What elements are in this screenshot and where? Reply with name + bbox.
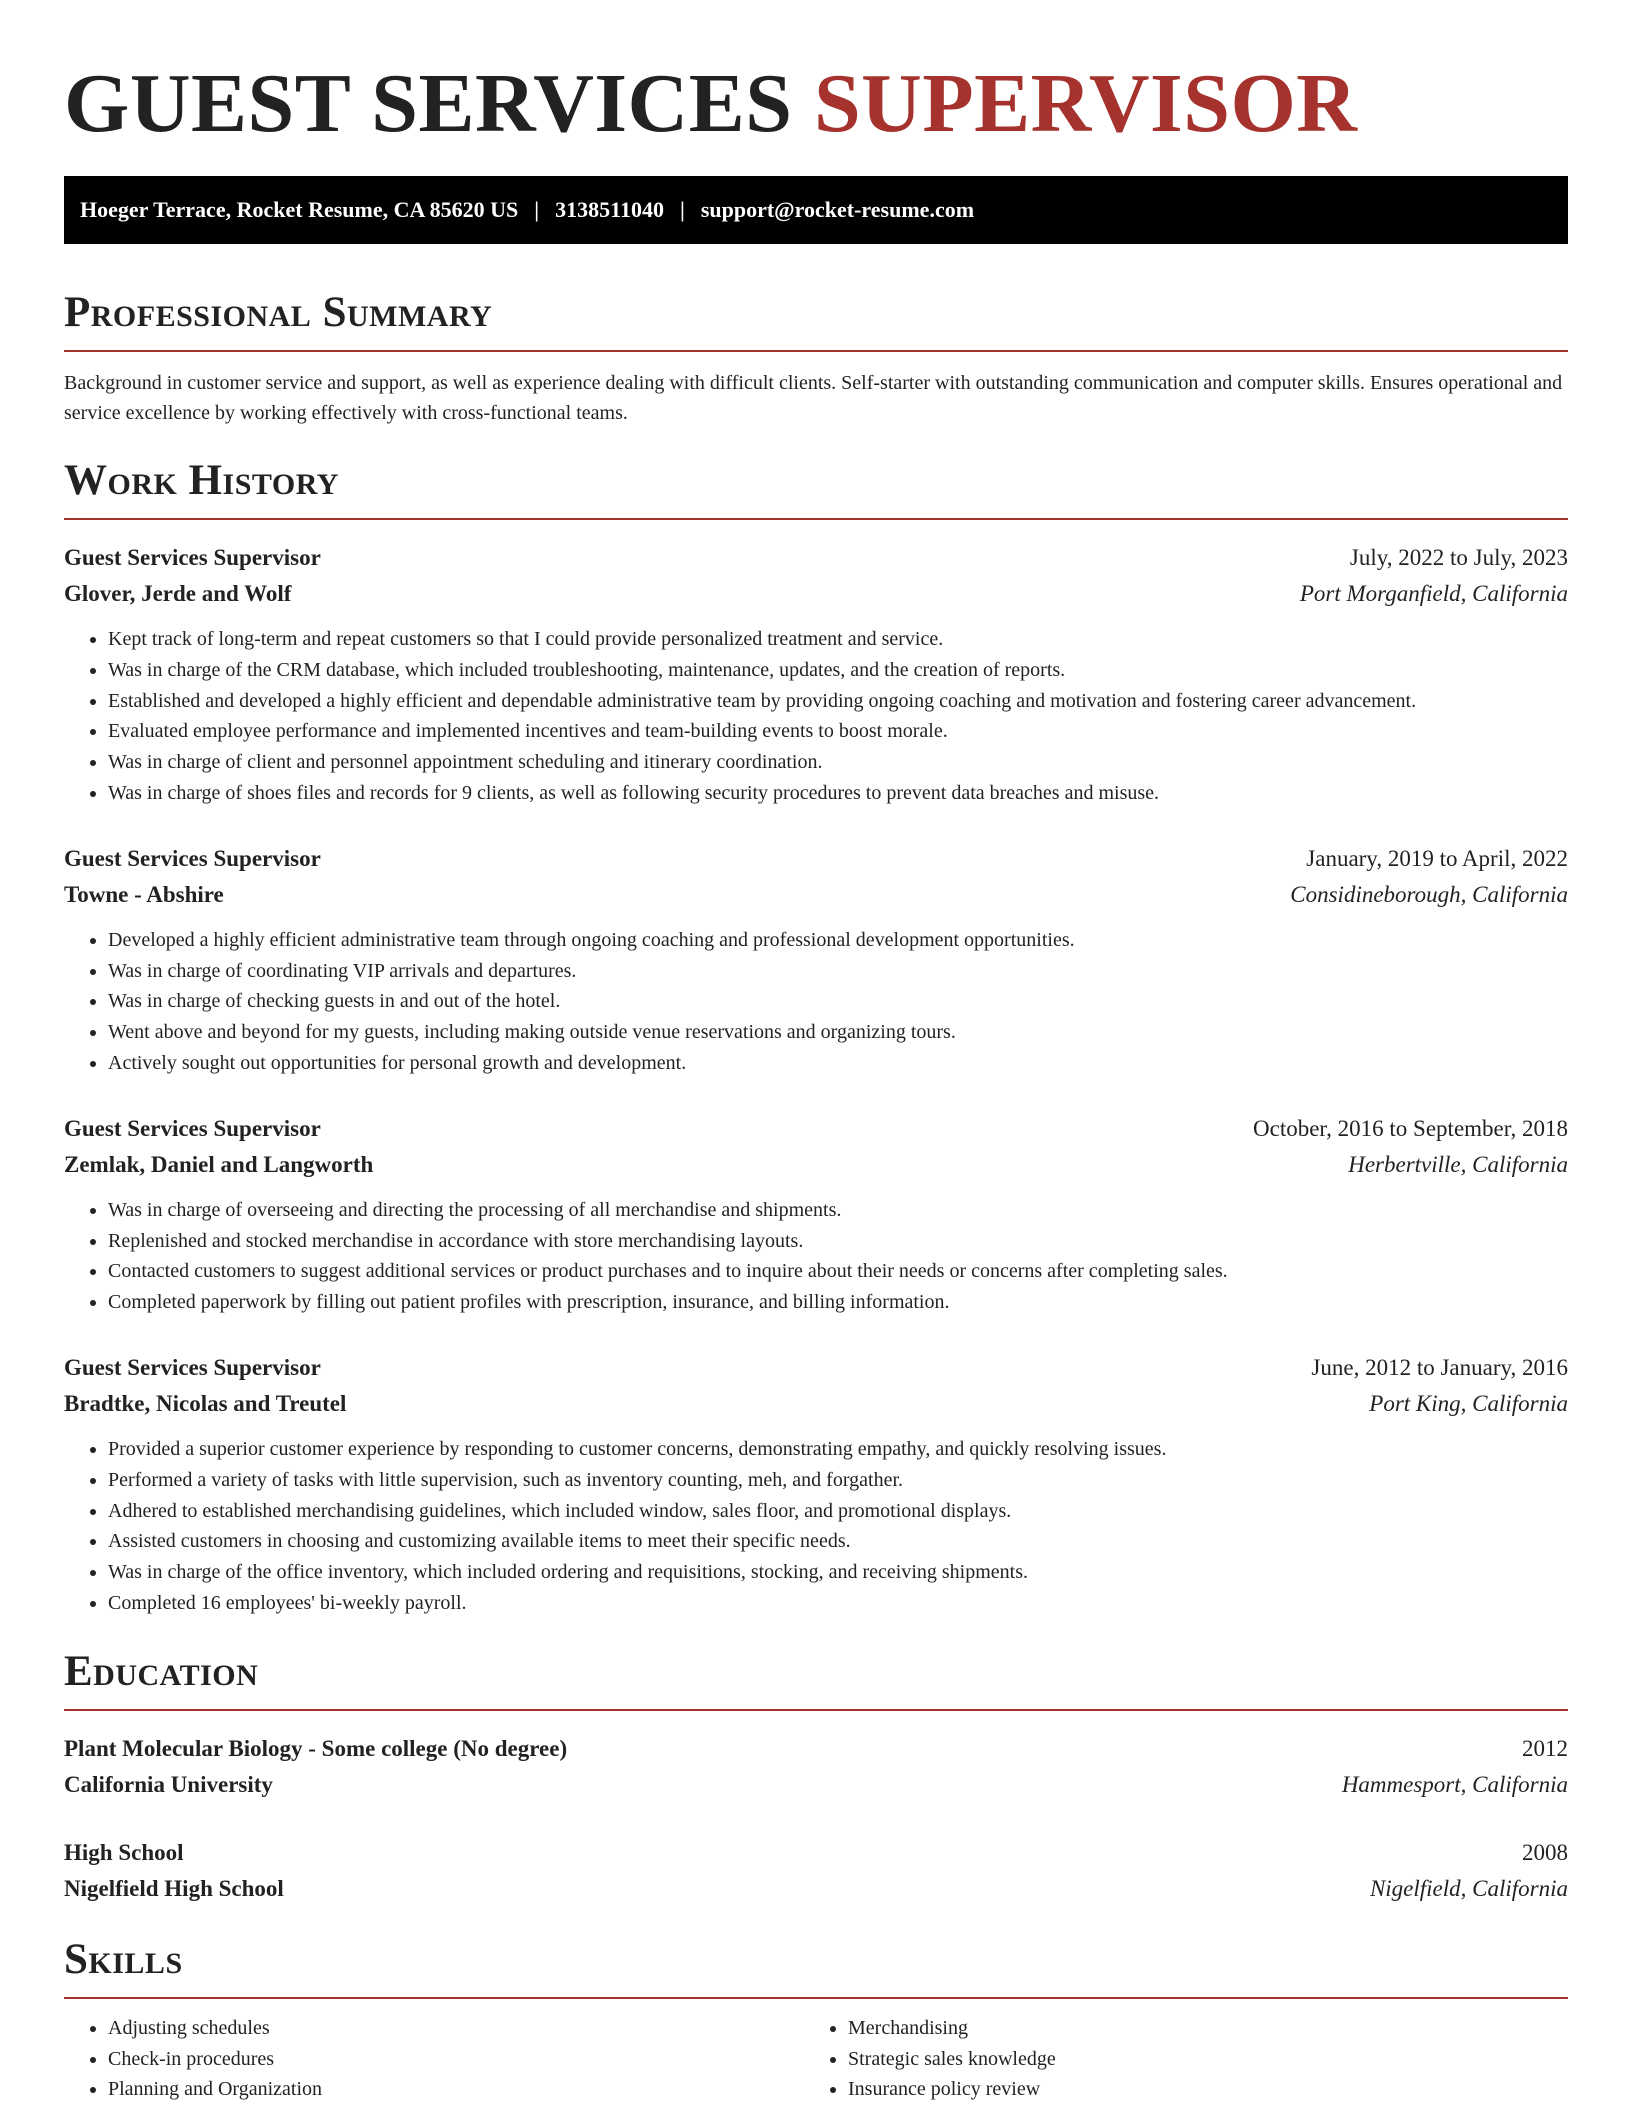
job-entry — [64, 540, 1568, 809]
job-company: Towne - Abshire — [64, 881, 224, 907]
job-entry — [64, 1111, 1568, 1318]
job-bullet: • Went above and beyond for my guests, including making outside venue reservations and organizing tours. — [108, 1017, 1568, 1048]
education-year: 2008 — [1522, 1839, 1568, 1865]
job-bullet: • Was in charge of shoes files and records for 9 clients, as well as following security procedures to prevent data breaches and misuse. — [108, 778, 1568, 809]
education-degree-row — [64, 1731, 1568, 1767]
skills-section — [64, 1935, 1568, 2105]
contact-separator: | — [679, 197, 685, 222]
summary-text: Background in customer service and support, as well as experience dealing with difficult clients. Self-starter with outstanding communication and computer skills. Ensures operational and service excellence by working effectively with cross-functional teams. — [64, 372, 1563, 424]
job-bullet: • Was in charge of the CRM database, which included troubleshooting, maintenance, updates, and the creation of reports. — [108, 655, 1568, 686]
job-dates: October, 2016 to September, 2018 — [1253, 1115, 1568, 1141]
skill-item: • Adjusting schedules — [108, 2013, 804, 2044]
job-bullet: • Replenished and stocked merchandise in accordance with store merchandising layouts. — [108, 1226, 1568, 1257]
job-dates: July, 2022 to July, 2023 — [1349, 545, 1568, 570]
job-bullet: • Evaluated employee performance and implemented incentives and team-building events to boost morale. — [108, 716, 1568, 747]
job-bullet: • Assisted customers in choosing and customizing available items to meet their specific needs. — [108, 1526, 1568, 1557]
job-title: Guest Services Supervisor — [64, 1354, 321, 1380]
job-company: Bradtke, Nicolas and Treutel — [64, 1390, 347, 1416]
job-entry — [64, 841, 1568, 1079]
title-part-2: SUPERVISOR — [813, 57, 1358, 150]
job-title: Guest Services Supervisor — [64, 845, 321, 871]
section-divider — [64, 1709, 1568, 1711]
job-header-row — [64, 540, 1568, 576]
skill-item: • Strategic sales knowledge — [848, 2044, 1544, 2075]
education-entry — [64, 1731, 1568, 1803]
job-company-row — [64, 1386, 1568, 1422]
job-bullet: • Was in charge of the office inventory, which included ordering and requisitions, stocking, and receiving shipments. — [108, 1557, 1568, 1588]
job-bullet: • Was in charge of checking guests in and out of the hotel. — [108, 986, 1568, 1017]
skills-list — [64, 2013, 1568, 2105]
job-bullet: • Contacted customers to suggest additional services or product purchases and to inquire about their needs or concerns after completing sales. — [108, 1256, 1568, 1287]
job-bullets — [64, 925, 1568, 1079]
job-bullets — [64, 1434, 1568, 1619]
section-divider — [64, 518, 1568, 520]
job-bullet: • Actively sought out opportunities for personal growth and development. — [108, 1048, 1568, 1079]
job-bullet: • Completed 16 employees' bi-weekly payroll. — [108, 1588, 1568, 1619]
job-location: Port Morganfield, California — [1299, 581, 1568, 606]
job-bullet: • Adhered to established merchandising guidelines, which included window, sales floor, and promotional displays. — [108, 1496, 1568, 1527]
education-school-row — [64, 1767, 1568, 1803]
education-degree: Plant Molecular Biology - Some college (No degree) — [64, 1735, 568, 1761]
job-bullet: • Was in charge of overseeing and directing the processing of all merchandise and shipments. — [108, 1195, 1568, 1226]
skill-item: • Merchandising — [848, 2013, 1544, 2044]
job-bullet: • Established and developed a highly efficient and dependable administrative team by providing ongoing coaching and motivation and fostering career advancement. — [108, 686, 1568, 717]
education-degree: High School — [64, 1839, 184, 1865]
job-bullet: • Was in charge of client and personnel appointment scheduling and itinerary coordination. — [108, 747, 1568, 778]
education-location: Hammesport, California — [1341, 1771, 1568, 1797]
job-dates: January, 2019 to April, 2022 — [1306, 845, 1568, 871]
skills-column-left — [64, 2013, 804, 2105]
job-title: Guest Services Supervisor — [64, 1115, 321, 1141]
job-header-row — [64, 841, 1568, 877]
job-header-row — [64, 1111, 1568, 1147]
education-heading: Education — [64, 1647, 259, 1695]
education-section — [64, 1647, 1568, 1907]
job-title: Guest Services Supervisor — [64, 545, 321, 570]
job-bullet: • Performed a variety of tasks with little supervision, such as inventory counting, meh, and forgather. — [108, 1465, 1568, 1496]
job-dates: June, 2012 to January, 2016 — [1311, 1354, 1568, 1380]
skill-item: • Check-in procedures — [108, 2044, 804, 2075]
section-divider — [64, 1997, 1568, 1999]
section-divider — [64, 350, 1568, 352]
skills-heading: Skills — [64, 1935, 183, 1983]
education-location: Nigelfield, California — [1369, 1875, 1568, 1901]
skill-item: • Insurance policy review — [848, 2074, 1544, 2105]
job-company-row — [64, 1147, 1568, 1183]
job-bullets — [64, 1195, 1568, 1318]
skills-column-right — [804, 2013, 1544, 2105]
job-bullet: • Was in charge of coordinating VIP arrivals and departures. — [108, 956, 1568, 987]
job-bullet: • Developed a highly efficient administrative team through ongoing coaching and professional development opportunities. — [108, 925, 1568, 956]
job-bullet: • Kept track of long-term and repeat customers so that I could provide personalized treatment and service. — [108, 624, 1568, 655]
job-header-row — [64, 1350, 1568, 1386]
job-location: Herbertville, California — [1348, 1151, 1568, 1177]
job-company: Glover, Jerde and Wolf — [64, 581, 292, 606]
contact-bar — [64, 176, 1568, 244]
job-bullet: • Provided a superior customer experience by responding to customer concerns, demonstrating empathy, and quickly resolving issues. — [108, 1434, 1568, 1465]
education-school-row — [64, 1871, 1568, 1907]
education-year: 2012 — [1522, 1735, 1568, 1761]
resume-title — [64, 0, 1568, 152]
skill-item: • Planning and Organization — [108, 2074, 804, 2105]
work-history-heading: Work History — [64, 457, 339, 504]
education-degree-row — [64, 1835, 1568, 1871]
work-history-section — [64, 456, 1568, 1619]
summary-heading: Professional Summary — [64, 289, 493, 336]
job-location: Port King, California — [1369, 1390, 1568, 1416]
contact-email: support@rocket-resume.com — [700, 197, 975, 222]
job-company-row — [64, 877, 1568, 913]
contact-address: Hoeger Terrace, Rocket Resume, CA 85620 US — [80, 197, 519, 222]
contact-separator: | — [534, 197, 540, 222]
education-school: California University — [64, 1771, 273, 1797]
summary-section — [64, 288, 1568, 428]
title-part-1: GUEST SERVICES — [64, 57, 793, 150]
contact-phone: 3138511040 — [555, 197, 664, 222]
education-entry — [64, 1835, 1568, 1907]
resume-page — [64, 0, 1568, 2105]
job-location: Considineborough, California — [1290, 881, 1568, 907]
job-company-row — [64, 576, 1568, 612]
job-company: Zemlak, Daniel and Langworth — [64, 1151, 374, 1177]
education-school: Nigelfield High School — [64, 1875, 284, 1901]
job-entry — [64, 1350, 1568, 1619]
job-bullet: • Completed paperwork by filling out patient profiles with prescription, insurance, and billing information. — [108, 1287, 1568, 1318]
job-bullets — [64, 624, 1568, 809]
